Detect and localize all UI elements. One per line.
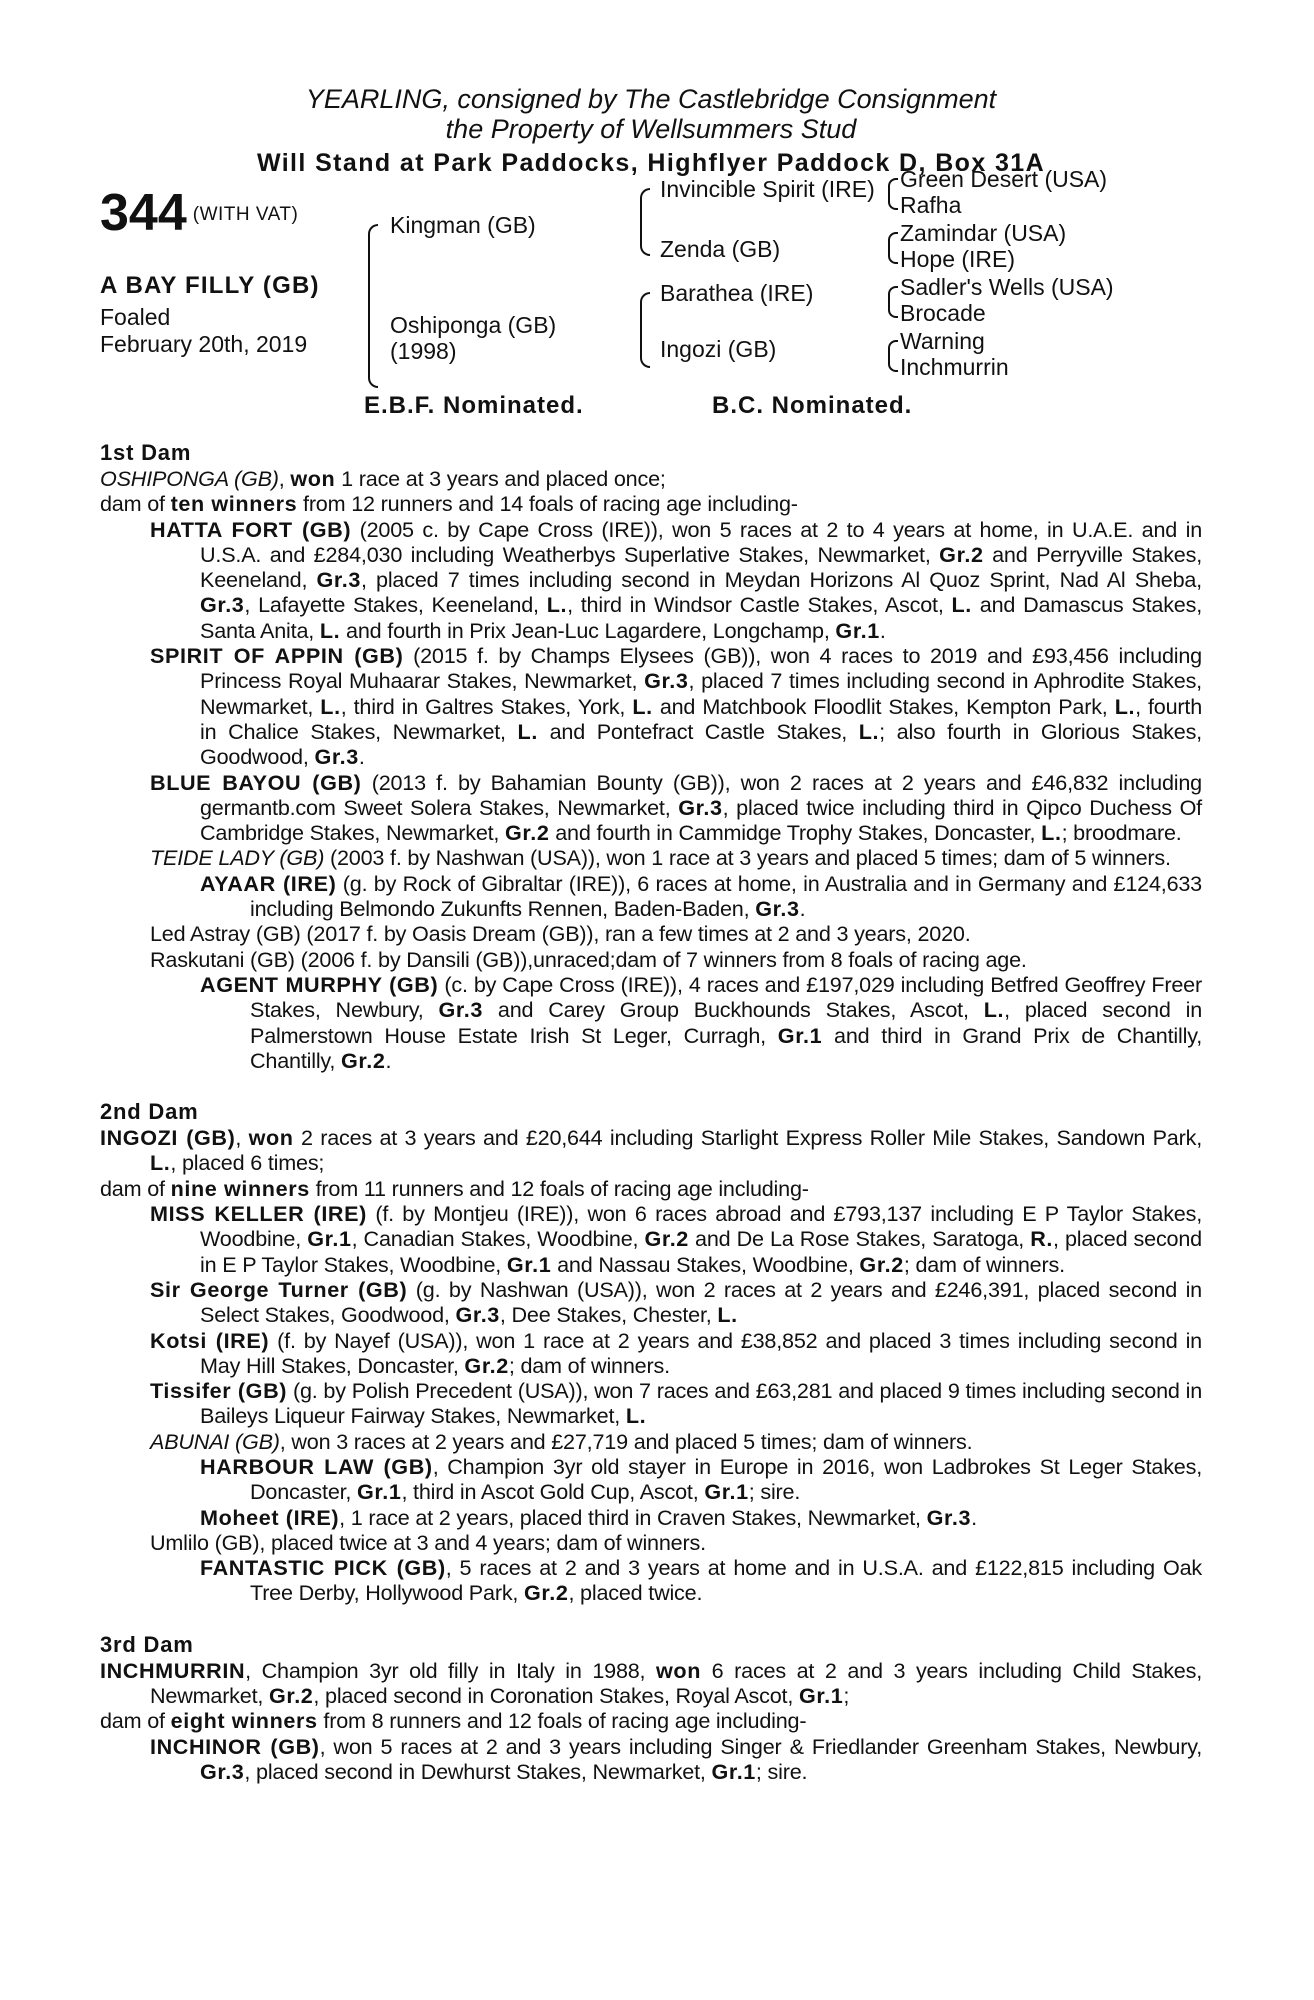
text: , placed 7 times including second in Aphrodite Stakes, Newmarket,: [200, 668, 1202, 719]
won-label: won: [656, 1657, 702, 1683]
produce-entry: [150, 947, 1202, 972]
winners-count: nine winners: [170, 1175, 310, 1201]
pedigree-bracket: [368, 224, 378, 388]
dd-sire: Warning: [900, 328, 985, 354]
spacer: [100, 1073, 1202, 1099]
horse-name: AYAAR (IRE): [200, 870, 337, 896]
text: and Perryville Stakes, Keeneland,: [200, 541, 1202, 593]
text: , 1 race at 2 years, placed third in Craven Stakes, Newmarket,: [339, 1504, 927, 1530]
text: , placed second in Coronation Stakes, Royal Ascot,: [313, 1683, 799, 1709]
grade: Gr.3: [200, 592, 245, 618]
lot-number: [100, 186, 298, 242]
text: ; broodmare.: [1061, 820, 1182, 846]
horse-name: TEIDE LADY (GB): [150, 845, 325, 871]
text: , won 3 races at 2 years and £27,719 and placed 5 times; dam of winners.: [279, 1428, 973, 1454]
grade: L.: [951, 592, 972, 618]
grade: L.: [1041, 820, 1062, 846]
third-dam-record: [100, 1658, 1202, 1709]
horse-name: MISS KELLER (IRE): [150, 1201, 367, 1227]
text: Raskutani (GB) (2006 f. by Dansili (GB)),unraced;dam of 7 winners from 8 foals of racing age.: [150, 946, 1027, 972]
grade: L.: [858, 718, 880, 744]
pedigree-bracket: [640, 188, 650, 256]
horse-name: HATTA FORT (GB): [150, 516, 352, 542]
grade: Gr.3: [438, 997, 483, 1023]
horse-name: Tissifer (GB): [150, 1378, 288, 1404]
grade: Gr.1: [798, 1683, 844, 1709]
grade: Gr.2: [464, 1352, 509, 1378]
text: dam of: [100, 491, 171, 517]
text: , Lafayette Stakes, Keeneland,: [244, 592, 547, 618]
text: and fourth in Prix Jean-Luc Lagardere, Longchamp,: [340, 617, 836, 643]
produce-entry: [150, 921, 1202, 946]
text: and Nassau Stakes, Woodbine,: [551, 1251, 860, 1277]
consignor-line: YEARLING, consigned by The Castlebridge Consignment: [305, 84, 997, 114]
produce-summary: [100, 1176, 1202, 1201]
grade: Gr.1: [704, 1479, 749, 1505]
grade: Gr.2: [859, 1251, 904, 1277]
text: , placed second in Palmerstown House Estate Irish St Leger, Curragh,: [250, 997, 1203, 1048]
text: , third in Ascot Gold Cup, Ascot,: [401, 1479, 705, 1505]
grade: Gr.1: [711, 1758, 756, 1784]
horse-name: Sir George Turner (GB): [150, 1276, 408, 1302]
pedigree-bracket: [888, 340, 898, 372]
text: Led Astray (GB) (2017 f. by Oasis Dream (GB)), ran a few times at 2 and 3 years, 2020.: [150, 921, 971, 947]
won-label: won: [248, 1125, 294, 1151]
vat-note: (WITH VAT): [192, 204, 299, 225]
grade: Gr.3: [926, 1504, 972, 1530]
text: and Damascus Stakes, Santa Anita,: [200, 592, 1203, 643]
text: , placed twice.: [568, 1580, 703, 1606]
text: dam of: [100, 1175, 171, 1201]
produce-entry: [150, 1328, 1202, 1379]
text: , third in Windsor Castle Stakes, Ascot,: [567, 592, 952, 618]
grade: Gr.3: [678, 794, 723, 820]
grade: Gr.2: [341, 1047, 386, 1073]
first-dam-heading: 1st Dam: [100, 440, 192, 465]
catalogue-page: [100, 84, 1202, 1784]
grade: Gr.1: [506, 1251, 552, 1277]
pedigree-bracket: [888, 232, 898, 264]
horse-name: FANTASTIC PICK (GB): [200, 1555, 446, 1581]
text: ; dam of winners.: [508, 1352, 670, 1378]
produce-summary: [100, 491, 1202, 516]
grade: L.: [983, 997, 1005, 1023]
text: , won 5 races at 2 and 3 years including Singer & Friedlander Greenham Stakes, Newbury,: [319, 1733, 1203, 1759]
produce-entry: [200, 871, 1202, 922]
text: ; sire.: [748, 1479, 801, 1505]
dam-sire: Barathea (IRE): [660, 280, 814, 306]
grade: Gr.3: [455, 1302, 500, 1328]
produce-entry: [200, 1454, 1202, 1505]
text: ,: [235, 1125, 249, 1151]
produce-entry: [150, 1277, 1202, 1328]
sd-dam: Hope (IRE): [900, 246, 1016, 272]
text: .: [879, 617, 886, 643]
sd-sire: Zamindar (USA): [900, 220, 1067, 246]
text: (c. by Cape Cross (IRE)), 4 races and £197,029 including Betfred Geoffrey Freer Stakes, Newbury,: [250, 971, 1202, 1023]
produce-entry: [200, 972, 1202, 1073]
text: (2015 f. by Champs Elysees (GB)), won 4 races to 2019 and £93,456 including Princess Royal Muhaarar Stakes, Newmarket,: [200, 643, 1202, 694]
winners-count: ten winners: [170, 491, 298, 517]
grade: Gr.2: [644, 1226, 689, 1252]
grade: Gr.2: [524, 1580, 569, 1606]
text: ; dam of winners.: [903, 1251, 1065, 1277]
text: , Champion 3yr old stayer in Europe in 2016, won Ladbrokes St Leger Stakes, Doncaster,: [250, 1453, 1202, 1505]
horse-name: SPIRIT OF APPIN (GB): [150, 643, 404, 669]
horse-name: Moheet (IRE): [200, 1504, 340, 1530]
grade: Gr.3: [644, 668, 689, 694]
grade: L.: [319, 617, 341, 643]
grade: R.: [1030, 1226, 1054, 1252]
bc-nomination: B.C. Nominated.: [712, 392, 913, 419]
dam-name: OSHIPONGA (GB): [100, 466, 279, 491]
grade: Gr.3: [200, 1758, 245, 1784]
produce-entry: [150, 770, 1202, 846]
text: , Champion 3yr old filly in Italy in 1988,: [245, 1657, 657, 1683]
produce-entry: [150, 1429, 1202, 1454]
winners-count: eight winners: [170, 1708, 318, 1734]
foaled-label: Foaled: [100, 304, 171, 330]
dam: Oshiponga (GB): [390, 312, 557, 338]
grade: Gr.2: [939, 541, 984, 567]
text: , fourth in Chalice Stakes, Newmarket,: [200, 693, 1203, 744]
text: 6 races at 2 and 3 years including Child Stakes, Newmarket,: [150, 1657, 1203, 1709]
text: , 5 races at 2 and 3 years at home and in U.S.A. and £122,815 including Oak Tree Derby, Hollywood Park,: [250, 1555, 1202, 1606]
text: .: [799, 896, 806, 922]
text: Umlilo (GB), placed twice at 3 and 4 years; dam of winners.: [150, 1529, 706, 1555]
text: 1 race at 3 years and placed once;: [335, 466, 666, 491]
foaled-info: [100, 304, 307, 358]
text: ,: [278, 466, 291, 491]
spacer: [100, 1606, 1202, 1632]
text: (f. by Montjeu (IRE)), won 6 races abroad and £793,137 including E P Taylor Stakes, Woodbine,: [200, 1201, 1203, 1252]
grade: L.: [632, 693, 653, 719]
text: , third in Galtres Stakes, York,: [340, 693, 633, 719]
property-line: the Property of Wellsummers Stud: [445, 114, 857, 144]
horse-name: INCHINOR (GB): [150, 1733, 320, 1759]
text: from 11 runners and 12 foals of racing age including-: [309, 1175, 809, 1201]
text: , Canadian Stakes, Woodbine,: [351, 1226, 645, 1252]
text: (f. by Nayef (USA)), won 1 race at 2 years and £38,852 and placed 3 times including second in May Hill Stakes, Doncaster,: [200, 1327, 1202, 1378]
grade: Gr.3: [755, 896, 800, 922]
text: ; sire.: [755, 1758, 808, 1784]
text: .: [385, 1047, 392, 1073]
lot-title: A BAY FILLY (GB): [100, 272, 320, 299]
text: and Matchbook Floodlit Stakes, Kempton Park,: [652, 693, 1115, 719]
text: and De La Rose Stakes, Saratoga,: [688, 1226, 1031, 1252]
ds-sire: Sadler's Wells (USA): [900, 274, 1114, 300]
second-dam-heading: 2nd Dam: [100, 1099, 199, 1125]
grade: Gr.2: [269, 1683, 314, 1709]
grade: L.: [320, 693, 341, 719]
grade: L.: [625, 1403, 647, 1429]
ds-dam: Brocade: [900, 300, 986, 326]
text: ; also fourth in Glorious Stakes, Goodwood,: [200, 718, 1202, 770]
produce-summary: [100, 1708, 1202, 1733]
text: 2 races at 3 years and £20,644 including Starlight Express Roller Mile Stakes, Sandown Park,: [293, 1125, 1202, 1151]
text: , placed second in E P Taylor Stakes, Woodbine,: [200, 1226, 1202, 1277]
text: (2005 c. by Cape Cross (IRE)), won 5 races at 2 to 4 years at home, in U.A.E. and in U.S.A. and £284,030 including Weatherbys Superlative Stakes, Newmarket,: [200, 516, 1203, 567]
produce-entry: [200, 1555, 1202, 1606]
ebf-nomination: E.B.F. Nominated.: [364, 392, 584, 419]
text: and third in Grand Prix de Chantilly, Chantilly,: [250, 1022, 1202, 1073]
grade: L.: [1114, 693, 1136, 719]
grade: Gr.3: [316, 567, 361, 593]
text: (g. by Nashwan (USA)), won 2 races at 2 years and £246,391, placed second in Select Stakes, Goodwood,: [200, 1276, 1202, 1328]
grade: Gr.1: [835, 617, 880, 643]
text: , Dee Stakes, Chester,: [499, 1302, 718, 1328]
text: ;: [843, 1683, 850, 1709]
sire: Kingman (GB): [390, 212, 536, 238]
grade: Gr.1: [307, 1226, 352, 1252]
sire-sire: Invincible Spirit (IRE): [660, 176, 875, 202]
produce-entry: [200, 1505, 1202, 1530]
text: from 12 runners and 14 foals of racing age including-: [297, 491, 798, 517]
grade: L.: [717, 1302, 738, 1328]
produce-entry: [150, 845, 1202, 870]
horse-name: HARBOUR LAW (GB): [200, 1453, 433, 1479]
dd-dam: Inchmurrin: [900, 354, 1009, 380]
third-dam-heading: 3rd Dam: [100, 1631, 194, 1657]
text: and Pontefract Castle Stakes,: [537, 718, 859, 744]
horse-name: BLUE BAYOU (GB): [150, 769, 362, 795]
grade: Gr.3: [314, 744, 359, 770]
ss-dam: Rafha: [900, 192, 962, 218]
grade: Gr.1: [777, 1022, 823, 1048]
second-dam-record: [100, 1125, 1202, 1176]
grade: Gr.1: [357, 1479, 402, 1505]
first-dam-record: [100, 466, 1202, 491]
text: .: [971, 1504, 977, 1530]
lot-number-value: 344: [100, 184, 187, 242]
pedigree-block: [100, 166, 1202, 440]
text: (g. by Polish Precedent (USA)), won 7 races and £63,281 and placed 9 times including second in Baileys Liqueur Fairway Stakes, Newmarket,: [200, 1378, 1202, 1429]
produce-entry: [150, 517, 1202, 643]
grade: L.: [517, 718, 538, 744]
text: , placed 6 times;: [170, 1150, 325, 1176]
foaled-date: February 20th, 2019: [100, 331, 308, 357]
dam-name: INGOZI (GB): [100, 1125, 236, 1151]
sire-dam: Zenda (GB): [660, 236, 781, 262]
dam-year: (1998): [390, 338, 457, 364]
pedigree-bracket: [640, 292, 650, 368]
pedigree-bracket: [888, 178, 898, 210]
horse-name: ABUNAI (GB): [150, 1428, 280, 1454]
grade: L.: [150, 1150, 171, 1176]
grade: Gr.2: [505, 820, 550, 846]
ss-sire: Green Desert (USA): [900, 166, 1108, 192]
dam-name: INCHMURRIN: [100, 1657, 246, 1683]
text: .: [358, 744, 365, 770]
grade: L.: [546, 592, 568, 618]
text: and fourth in Cammidge Trophy Stakes, Doncaster,: [549, 820, 1042, 846]
text: (2003 f. by Nashwan (USA)), won 1 race at 3 years and placed 5 times; dam of 5 winners.: [324, 845, 1171, 871]
stand-location: Will Stand at Park Paddocks, Highflyer Paddock D, Box 31A: [256, 149, 1046, 177]
horse-name: AGENT MURPHY (GB): [200, 971, 439, 997]
produce-entry: [150, 1378, 1202, 1429]
text: (g. by Rock of Gibraltar (IRE)), 6 races at home, in Australia and in Germany and £124,633 including Belmondo Zukunfts Rennen, Baden-Baden,: [250, 870, 1202, 922]
dam-dam: Ingozi (GB): [660, 336, 777, 362]
produce-entry: [150, 1530, 1202, 1555]
produce-entry: [150, 643, 1202, 769]
text: , placed second in Dewhurst Stakes, Newmarket,: [244, 1758, 712, 1784]
text: dam of: [100, 1708, 171, 1734]
text: (2013 f. by Bahamian Bounty (GB)), won 2 races at 2 years and £46,832 including germantb.com Sweet Solera Stakes, Newmarket,: [200, 769, 1202, 820]
dam-records: [100, 440, 1202, 1784]
text: , placed 7 times including second in Meydan Horizons Al Quoz Sprint, Nad Al Sheba,: [360, 567, 1202, 593]
produce-entry: [150, 1201, 1202, 1277]
horse-name: Kotsi (IRE): [150, 1327, 270, 1353]
text: from 8 runners and 12 foals of racing age including-: [317, 1708, 807, 1734]
won-label: won: [290, 466, 336, 491]
pedigree-bracket: [888, 286, 898, 318]
text: , placed twice including third in Qipco Duchess Of Cambridge Stakes, Newmarket,: [200, 794, 1202, 846]
text: and Carey Group Buckhounds Stakes, Ascot,: [482, 997, 984, 1023]
produce-entry: [150, 1734, 1202, 1785]
